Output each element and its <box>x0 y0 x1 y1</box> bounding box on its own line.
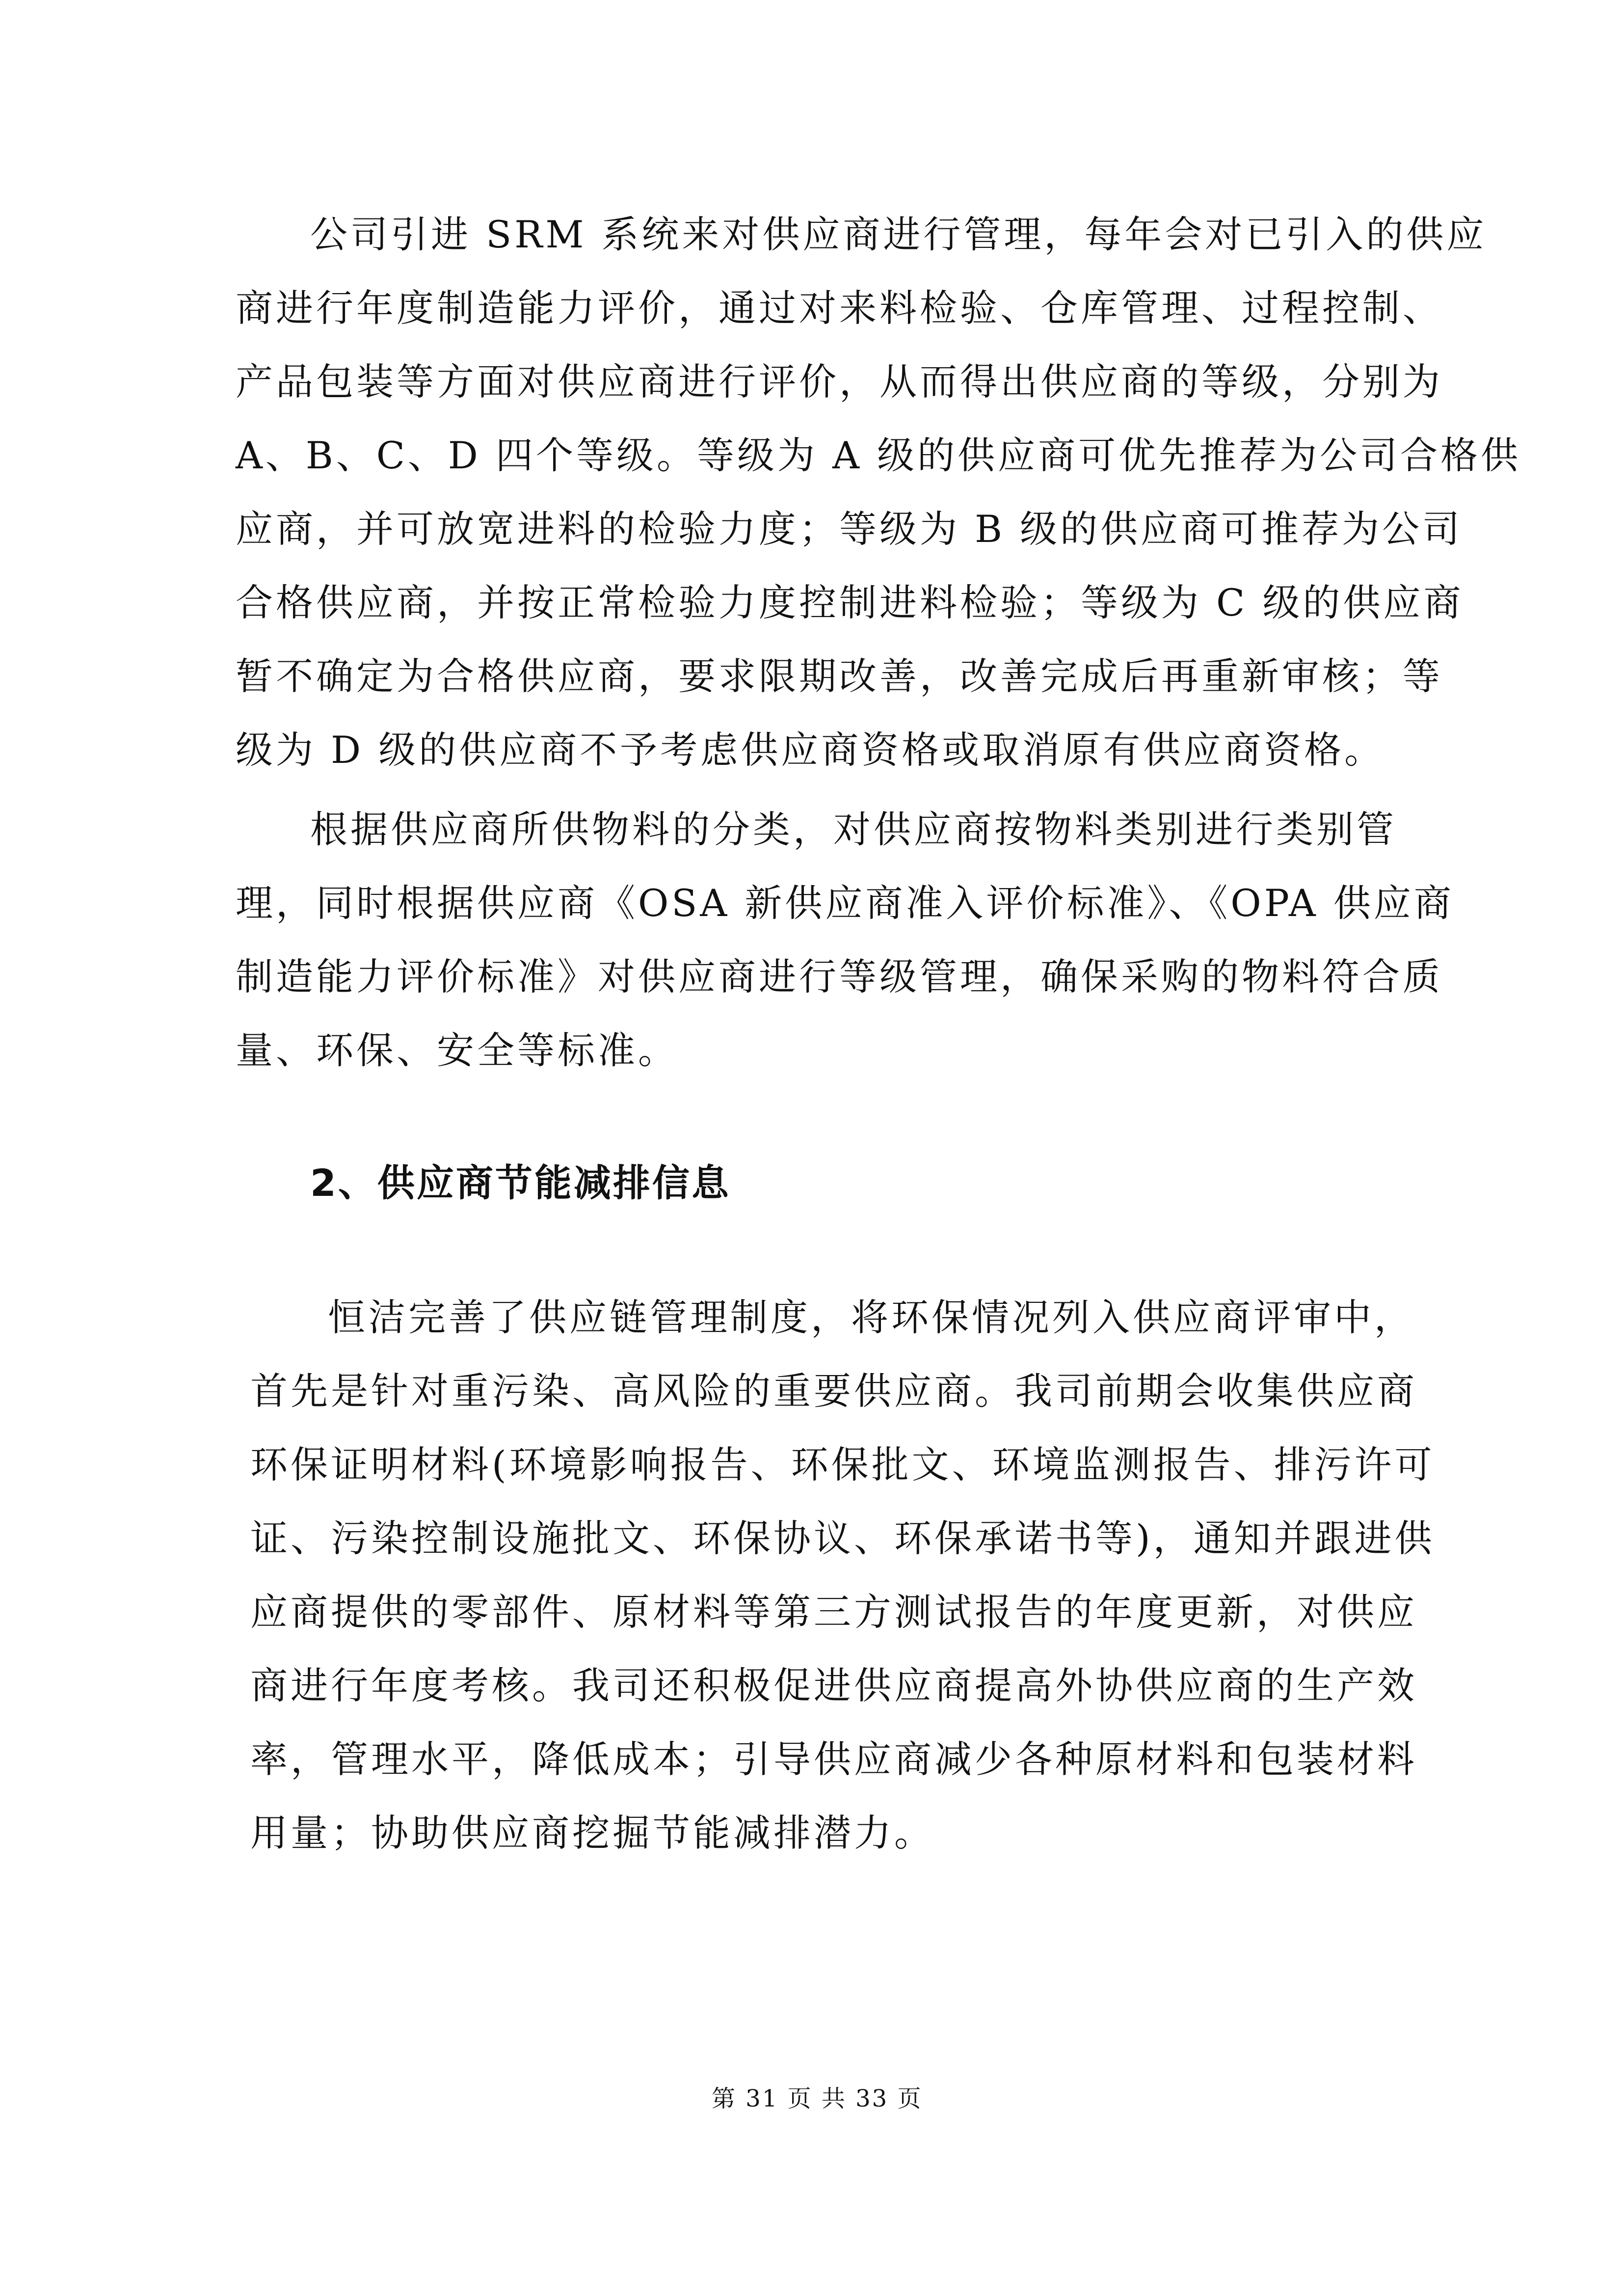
paragraph-line: 公司引进 SRM 系统来对供应商进行管理，每年会对已引入的供应 <box>310 213 1487 256</box>
paragraph-line: 商进行年度考核。我司还积极促进供应商提高外协供应商的生产效 <box>250 1664 1417 1707</box>
paragraph-line: 用量；协助供应商挖掘节能减排潜力。 <box>250 1811 934 1855</box>
paragraph-line: 环保证明材料(环境影响报告、环保批文、环境监测报告、排污许可 <box>250 1443 1435 1486</box>
section-heading: 2、供应商节能减排信息 <box>310 1161 731 1205</box>
paragraph-line: 首先是针对重污染、高风险的重要供应商。我司前期会收集供应商 <box>250 1369 1417 1413</box>
paragraph-line: 恒洁完善了供应链管理制度，将环保情况列入供应商评审中， <box>328 1296 1414 1339</box>
paragraph-line: 暂不确定为合格供应商，要求限期改善，改善完成后再重新审核；等 <box>236 654 1443 698</box>
paragraph-line: 制造能力评价标准》对供应商进行等级管理，确保采购的物料符合质 <box>236 955 1443 999</box>
paragraph-line: 理，同时根据供应商《OSA 新供应商准入评价标准》、《OPA 供应商 <box>236 881 1454 925</box>
paragraph-line: 证、污染控制设施批文、环保协议、环保承诺书等)，通知并跟进供 <box>250 1516 1435 1560</box>
page-number-footer: 第 31 页 共 33 页 <box>712 2085 923 2112</box>
paragraph-line: 量、环保、安全等标准。 <box>236 1028 678 1072</box>
paragraph-line: A、B、C、D 四个等级。等级为 A 级的供应商可优先推荐为公司合格供 <box>236 433 1521 477</box>
paragraph-line: 合格供应商，并按正常检验力度控制进料检验；等级为 C 级的供应商 <box>236 581 1464 624</box>
paragraph-line: 级为 D 级的供应商不予考虑供应商资格或取消原有供应商资格。 <box>236 728 1385 772</box>
paragraph-line: 根据供应商所供物料的分类，对供应商按物料类别进行类别管 <box>310 808 1397 851</box>
paragraph-line: 应商提供的零部件、原材料等第三方测试报告的年度更新，对供应 <box>250 1590 1417 1634</box>
paragraph-line: 产品包装等方面对供应商进行评价，从而得出供应商的等级，分别为 <box>236 360 1443 404</box>
paragraph-line: 商进行年度制造能力评价，通过对来料检验、仓库管理、过程控制、 <box>236 286 1443 330</box>
paragraph-line: 率，管理水平，降低成本；引导供应商减少各种原材料和包装材料 <box>250 1737 1417 1781</box>
paragraph-line: 应商，并可放宽进料的检验力度；等级为 B 级的供应商可推荐为公司 <box>236 507 1463 551</box>
